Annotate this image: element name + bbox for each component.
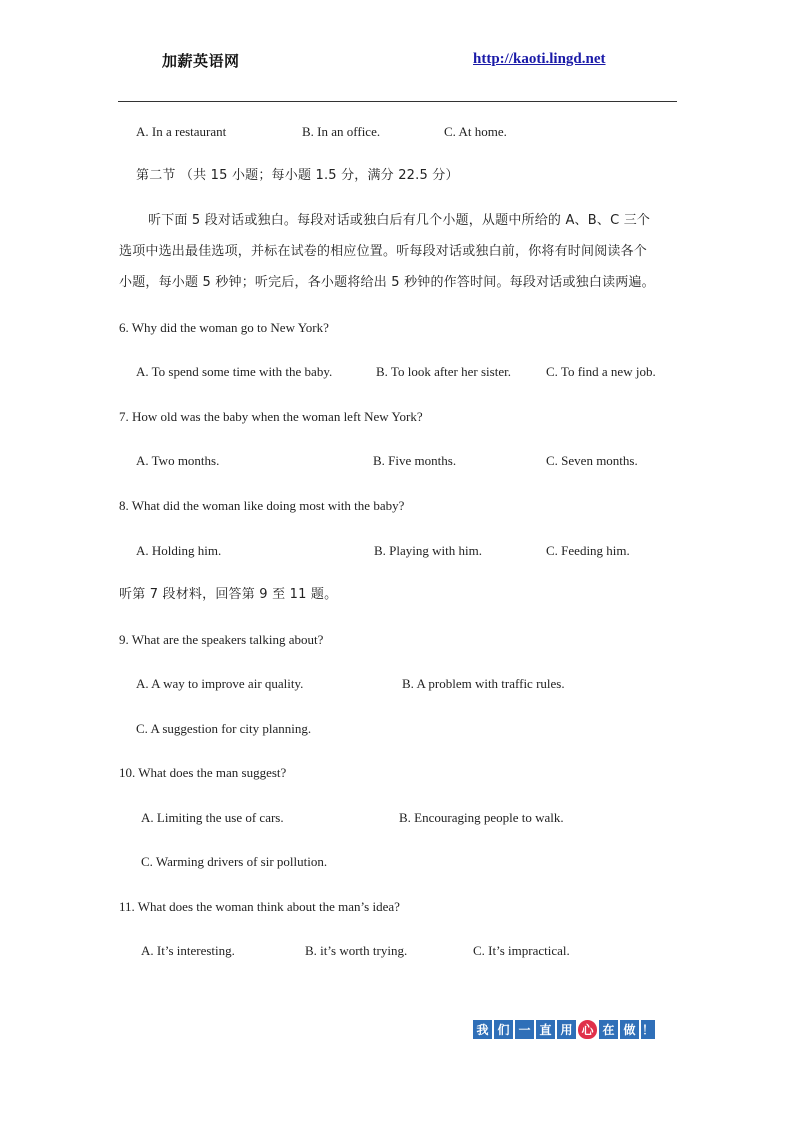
q8-option-a: A. Holding him. [136,543,222,558]
q9-option-a: A. A way to improve air quality. [136,676,304,691]
footer-tile: 一 [515,1020,534,1039]
q7-option-a: A. Two months. [136,453,220,468]
header-divider [118,101,677,102]
q10-option-b: B. Encouraging people to walk. [399,810,564,825]
footer-tile: ！ [641,1020,655,1039]
site-name: 加薪英语网 [162,52,240,70]
q5-option-b: B. In an office. [302,124,381,139]
footer-slogan-banner [473,1020,655,1039]
q8-stem: 8. What did the woman like doing most with the baby? [119,498,405,513]
instruction-line-2: 选项中选出最佳选项，并标在试卷的相应位置。听每段对话或独白前，你将有时间阅读各个 [119,244,648,259]
q11-option-c: C. It’s impractical. [473,943,570,958]
passage-7-instruction: 听第 7 段材料，回答第 9 至 11 题。 [119,587,338,602]
q11-option-a: A. It’s interesting. [141,943,235,958]
heart-icon [578,1020,597,1039]
footer-tile: 们 [494,1020,513,1039]
footer-tile: 直 [536,1020,555,1039]
site-url-link[interactable]: http://kaoti.lingd.net [473,51,606,67]
q5-option-c: C. At home. [444,124,507,139]
q5-option-a: A. In a restaurant [136,124,227,139]
q11-stem: 11. What does the woman think about the man’s idea? [119,899,400,914]
footer-tile: 心 [578,1020,597,1039]
q10-stem: 10. What does the man suggest? [119,765,287,780]
q10-option-a: A. Limiting the use of cars. [141,810,284,825]
q8-option-c: C. Feeding him. [546,543,630,558]
q7-option-b: B. Five months. [373,453,457,468]
q6-option-b: B. To look after her sister. [376,364,511,379]
q8-option-b: B. Playing with him. [374,543,482,558]
q10-option-c: C. Warming drivers of sir pollution. [141,854,328,869]
instruction-line-1: 听下面 5 段对话或独白。每段对话或独白后有几个小题，从题中所给的 A、B、C 三个 [148,213,651,228]
q7-stem: 7. How old was the baby when the woman left New York? [119,409,423,424]
section-title: 第二节 （共 15 小题；每小题 1.5 分，满分 22.5 分） [136,168,459,183]
footer-tile: 在 [599,1020,618,1039]
q9-option-b: B. A problem with traffic rules. [402,676,565,691]
q9-stem: 9. What are the speakers talking about? [119,632,324,647]
instruction-line-3: 小题，每小题 5 秒钟；听完后，各小题将给出 5 秒钟的作答时间。每段对话或独白读两遍。 [119,275,655,290]
q6-stem: 6. Why did the woman go to New York? [119,320,329,335]
footer-tile: 用 [557,1020,576,1039]
q9-option-c: C. A suggestion for city planning. [136,721,312,736]
footer-tile: 做 [620,1020,639,1039]
footer-tile: 我 [473,1020,492,1039]
q6-option-a: A. To spend some time with the baby. [136,364,333,379]
q6-option-c: C. To find a new job. [546,364,656,379]
q11-option-b: B. it’s worth trying. [305,943,408,958]
q7-option-c: C. Seven months. [546,453,638,468]
